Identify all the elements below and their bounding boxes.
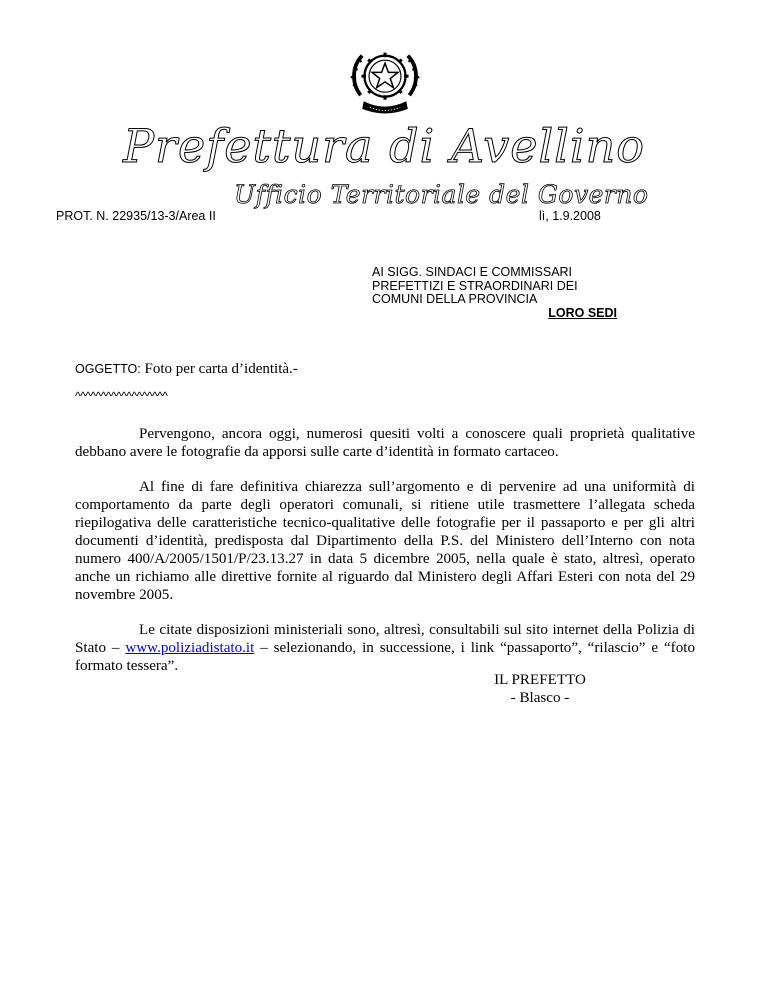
office-title: Prefettura di Avellino: [123, 119, 645, 173]
loro-sedi: LORO SEDI: [548, 305, 617, 320]
paragraph-text: Le citate disposizioni ministeriali sono, altresì, consultabili sul sito internet della Polizia di Stato –: [75, 622, 695, 656]
subject-label: OGGETTO:: [75, 362, 141, 376]
subject-line: [75, 361, 298, 378]
body-paragraph-3: [75, 621, 695, 675]
signature-role: IL PREFETTO: [494, 672, 586, 688]
addressee-line: AI SIGG. SINDACI E COMMISSARI: [372, 265, 573, 279]
signature-name: - Blasco -: [510, 690, 570, 706]
polizia-link[interactable]: www.poliziadistato.it: [125, 640, 255, 656]
body-paragraph-1: Pervengono, ancora oggi, numerosi quesiti volti a conoscere quali proprietà qualitative debbano avere le fotografie da apporsi sulle carte d’identità in formato cartaceo.: [75, 426, 695, 460]
letter-body: [75, 425, 695, 692]
addressee-block: [372, 266, 617, 320]
office-subtitle: Ufficio Territoriale del Governo: [234, 180, 649, 209]
addressee-line: COMUNI DELLA PROVINCIA: [372, 292, 538, 306]
protocol-number: PROT. N. 22935/13-3/Area II: [56, 209, 216, 223]
body-paragraph-2: Al fine di fare definitiva chiarezza sull’argomento e di pervenire ad una uniformità di comportamento da parte degli operatori comunali, si ritiene utile trasmettere l’allegata scheda riepilogativa delle caratteristiche tecnico-qualitative delle fotografie per il passaporto e per gli altri documenti d’identità, predisposta dal Dipartimento della P.S. del Ministero dell’Interno con nota numero 400/A/2005/1501/P/23.13.27 in data 5 dicembre 2005, nella quale è stato, altresì, operato anche un richiamo alle direttive fornite al riguardo dal Ministero degli Affari Esteri con nota del 29 novembre 2005.: [75, 479, 695, 603]
letter-date: lì, 1.9.2008: [539, 209, 601, 223]
subject-separator: ^^^^^^^^^^^^^^^^^^: [75, 389, 168, 403]
addressee-line: PREFETTIZI E STRAORDINARI DEI: [372, 278, 578, 293]
subject-text: Foto per carta d’identità.-: [144, 361, 298, 377]
signature-block: [478, 671, 602, 707]
paragraph-text: – selezionando, in successione, i link “passaporto”, “rilascio” e “foto formato tessera”.: [75, 640, 695, 674]
italian-republic-emblem-icon: [347, 42, 423, 118]
